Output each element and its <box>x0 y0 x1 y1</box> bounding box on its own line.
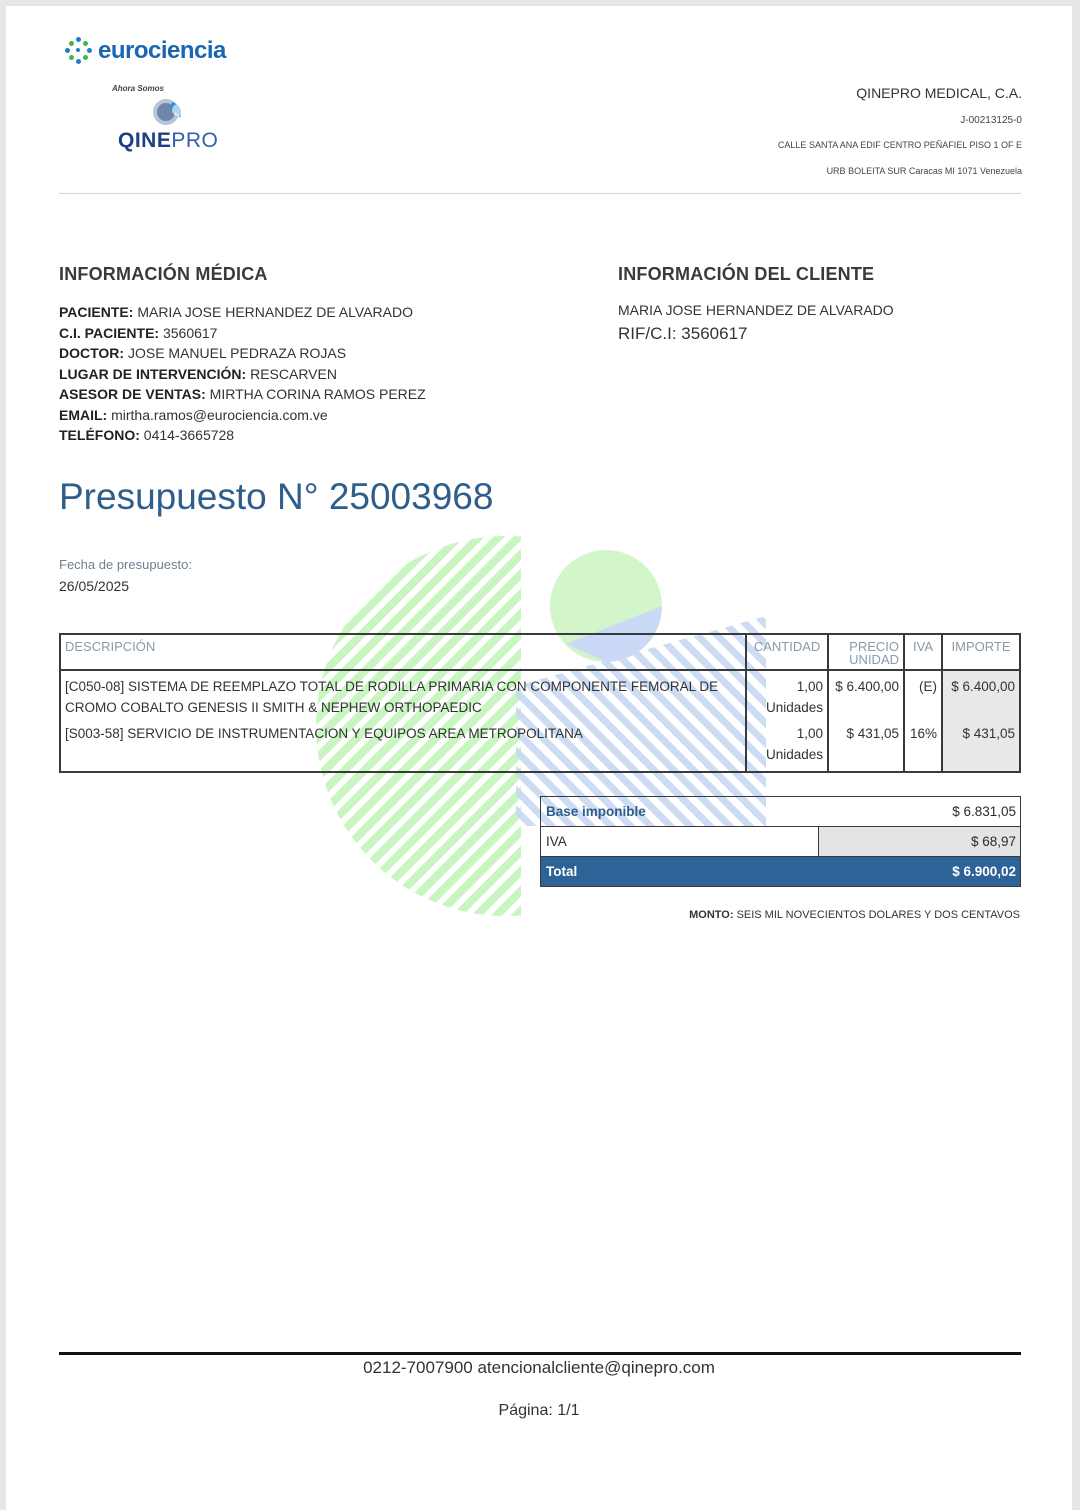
iva-row <box>541 827 1021 857</box>
header-divider <box>59 193 1021 194</box>
quote-date: 26/05/2025 <box>59 578 130 594</box>
email-line: EMAIL: mirtha.ramos@eurociencia.com.ve <box>59 406 328 423</box>
totals-table <box>540 796 1021 887</box>
base-label: Base imponible <box>541 797 819 827</box>
qinepro-logo-text: QINEPRO <box>118 129 219 152</box>
ahora-somos-text: Ahora Somos <box>112 84 165 93</box>
quote-page <box>6 6 1072 1510</box>
base-row <box>541 797 1021 827</box>
table-header-row <box>60 634 1020 670</box>
row-description: [S003-58] SERVICIO DE INSTRUMENTACION Y EQUIPOS AREA METROPOLITANA <box>65 726 583 741</box>
footer-contact: 0212-7007900 atencionalcliente@qinepro.com <box>363 1358 715 1377</box>
row-quantity: 1,00 Unidades <box>746 718 828 772</box>
company-name: QINEPRO MEDICAL, C.A. <box>856 85 1022 101</box>
row-amount: $ 6.400,00 <box>942 670 1020 718</box>
col-vat-header: IVA <box>904 634 942 670</box>
row-description: [C050-08] SISTEMA DE REEMPLAZO TOTAL DE RODILLA PRIMARIA CON COMPONENTE FEMORAL DE CROMO COBALTO GENESIS II SMITH & NEPHEW ORTHOPAEDIC <box>65 679 719 715</box>
iva-label: IVA <box>541 827 819 857</box>
eurociencia-logo-text: eurociencia <box>98 37 226 64</box>
table-row <box>60 718 1020 772</box>
quote-title: Presupuesto N° 25003968 <box>59 476 494 517</box>
quote-date-label: Fecha de presupuesto: <box>59 557 192 572</box>
row-amount: $ 431,05 <box>942 718 1020 772</box>
ci-line: C.I. PACIENTE: 3560617 <box>59 324 218 341</box>
eurociencia-logo <box>64 36 226 66</box>
row-price: $ 431,05 <box>828 718 904 772</box>
company-rif: J-00213125-0 <box>960 115 1022 126</box>
iva-amount: $ 68,97 <box>819 827 1021 857</box>
dots-logo-icon <box>64 36 94 66</box>
advisor-line: ASESOR DE VENTAS: MIRTHA CORINA RAMOS PEREZ <box>59 386 426 402</box>
col-description-header: DESCRIPCIÓN <box>60 634 746 670</box>
total-label: Total <box>541 857 819 887</box>
place-line: LUGAR DE INTERVENCIÓN: RESCARVEN <box>59 365 337 382</box>
row-vat: (E) <box>904 670 942 718</box>
row-price: $ 6.400,00 <box>828 670 904 718</box>
page-number: Página: 1/1 <box>498 1402 580 1419</box>
company-address-line1: CALLE SANTA ANA EDIF CENTRO PEÑAFIEL PISO 1 OF E <box>777 140 1022 150</box>
col-amount-header: IMPORTE <box>942 634 1020 670</box>
total-amount: $ 6.900,02 <box>819 857 1021 887</box>
phone-line: TELÉFONO: 0414-3665728 <box>59 427 235 443</box>
col-price-header: PRECIO UNIDAD <box>828 634 904 670</box>
amount-in-words: MONTO: SEIS MIL NOVECIENTOS DOLARES Y DOS CENTAVOS <box>689 909 1020 921</box>
patient-line: PACIENTE: MARIA JOSE HERNANDEZ DE ALVARADO <box>59 304 413 320</box>
col-quantity-header: CANTIDAD <box>746 634 828 670</box>
client-name: MARIA JOSE HERNANDEZ DE ALVARADO <box>618 302 894 318</box>
items-table <box>59 633 1021 773</box>
client-info-title: INFORMACIÓN DEL CLIENTE <box>618 264 875 284</box>
client-rif: RIF/C.I: 3560617 <box>618 324 748 343</box>
base-amount: $ 6.831,05 <box>819 797 1021 827</box>
row-quantity: 1,00 Unidades <box>746 670 828 718</box>
footer-divider <box>59 1352 1021 1355</box>
medical-info-list <box>59 302 426 446</box>
total-row <box>541 857 1021 887</box>
doctor-line: DOCTOR: JOSE MANUEL PEDRAZA ROJAS <box>59 345 347 361</box>
company-address-line2: URB BOLEITA SUR Caracas MI 1071 Venezuela <box>826 166 1022 176</box>
row-vat: 16% <box>904 718 942 772</box>
qinepro-mark-icon <box>150 96 190 128</box>
table-row <box>60 670 1020 718</box>
medical-info-title: INFORMACIÓN MÉDICA <box>59 264 268 284</box>
